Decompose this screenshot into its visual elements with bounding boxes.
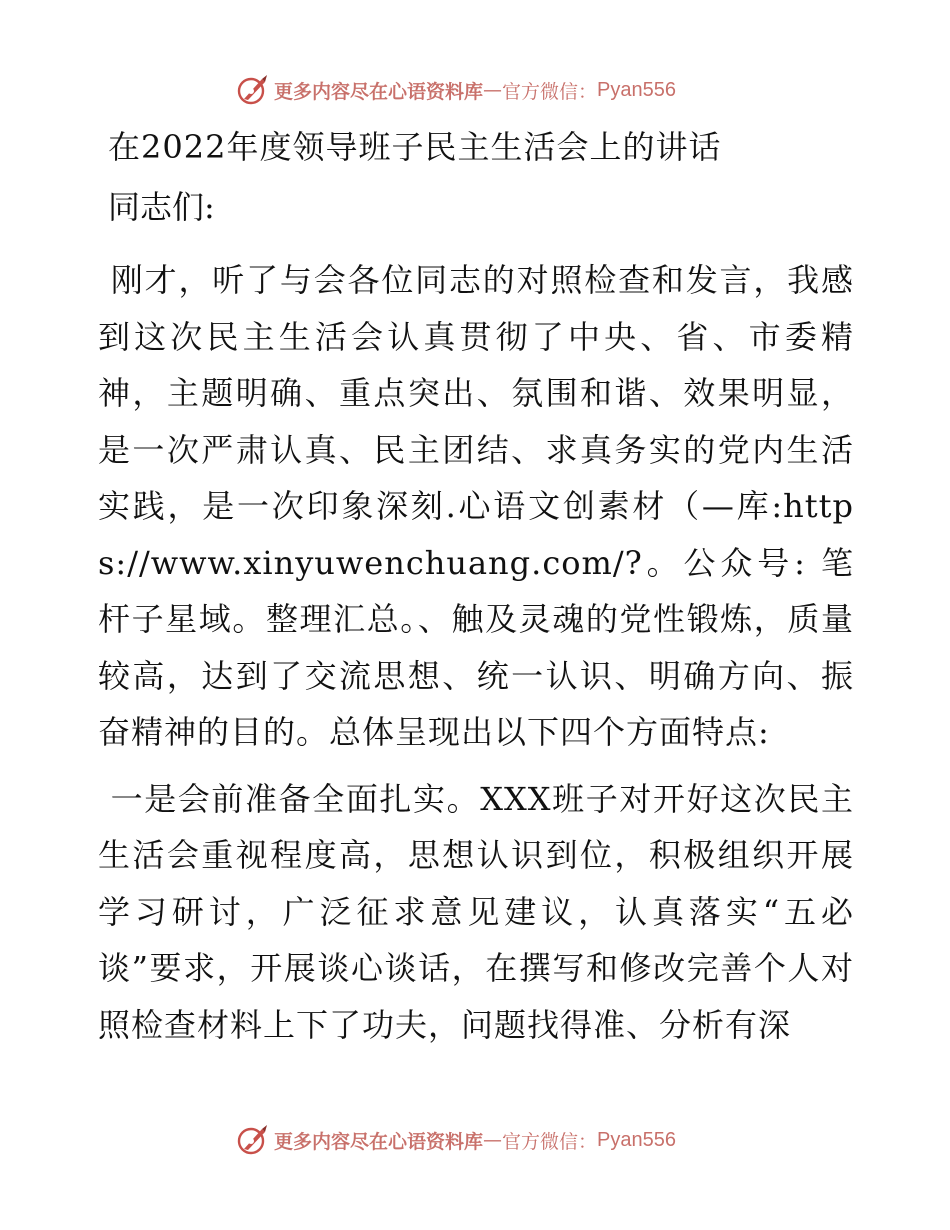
banner-wechat-id: Pyan556 bbox=[597, 78, 676, 101]
banner-wechat-id: Pyan556 bbox=[597, 1128, 676, 1151]
banner-wechat-label: 官方微信： bbox=[502, 1130, 598, 1153]
banner-text: 更多内容尽在心语资料库 bbox=[274, 1130, 484, 1153]
paragraph-1-text: 刚才，听了与会各位同志的对照检查和发言，我感到这次民主生活会认真贯彻了中央、省、市委精神，主题明确、重点突出、氛围和谐、效果明显，是一次严肃认真、民主团结、求真务实的党内生活实践，是一次印象深刻.心语文创素材（—库:https://www.xinyuwenchuang.com/?。公众号: 笔杆子星域。整理汇总。、触及灵魂的党性锻炼，质量较高，达到了交流思想、统一认识、明确方向、振奋精神的目的。总体呈现出以下四个方面特点: bbox=[98, 261, 854, 751]
greeting: 同志们: bbox=[108, 188, 215, 226]
banner-separator: — bbox=[483, 79, 503, 101]
quill-circle-icon bbox=[236, 1123, 270, 1157]
banner-wechat-label: 官方微信： bbox=[502, 80, 598, 103]
paragraph-1 bbox=[98, 252, 854, 761]
quill-circle-icon bbox=[236, 73, 270, 107]
banner-separator: — bbox=[483, 1129, 503, 1151]
footer-watermark-banner bbox=[236, 1122, 676, 1158]
paragraph-2-text: 一是会前准备全面扎实。XXX班子对开好这次民主生活会重视程度高，思想认识到位，积极组织开展学习研讨，广泛征求意见建议，认真落实“五必谈”要求，开展谈心谈话，在撰写和修改完善个人对照检查材料上下了功夫，问题找得准、分析有深 bbox=[98, 779, 854, 1044]
document-title: 在2022年度领导班子民主生活会上的讲话 bbox=[108, 128, 722, 166]
document-body bbox=[98, 122, 854, 1063]
banner-text: 更多内容尽在心语资料库 bbox=[274, 80, 484, 103]
header-watermark-banner bbox=[236, 72, 676, 108]
paragraph-2 bbox=[98, 771, 854, 1054]
